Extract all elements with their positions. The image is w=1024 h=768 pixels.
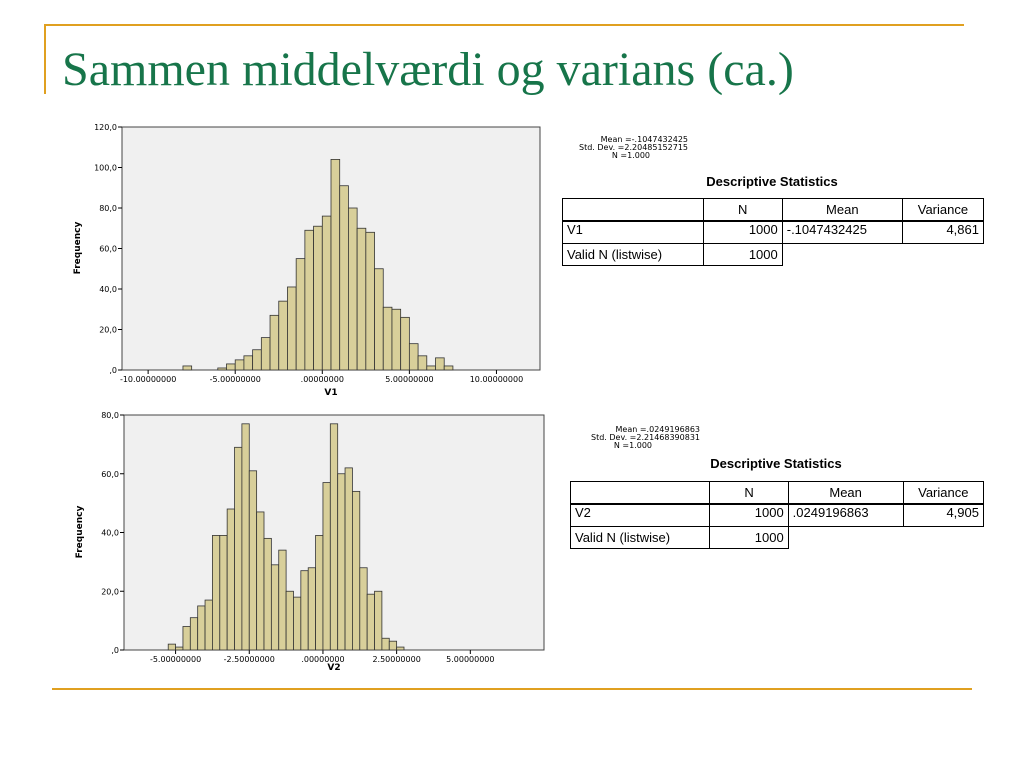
histogram-bar	[389, 641, 396, 650]
histogram-bar	[183, 627, 190, 651]
table-row	[563, 221, 984, 244]
row-label: V2	[571, 504, 710, 527]
histogram-bar	[331, 159, 340, 370]
header-empty	[571, 482, 710, 505]
histogram-bar	[301, 571, 308, 650]
y-axis-label: Frequency	[73, 221, 83, 275]
row-label: Valid N (listwise)	[563, 244, 704, 266]
histogram-bar	[212, 535, 219, 650]
histogram-bar	[382, 638, 389, 650]
x-tick-label: 5.00000000	[385, 375, 434, 384]
histogram-bar	[279, 301, 288, 370]
y-tick-label: 20,0	[99, 325, 117, 335]
histogram-bar	[244, 356, 253, 370]
histogram-bar	[397, 647, 404, 650]
y-tick-label: 60,0	[99, 244, 117, 254]
histogram-bar	[366, 232, 375, 370]
x-tick-label: -10.00000000	[119, 375, 177, 384]
histogram-bar	[316, 535, 323, 650]
row-variance-empty	[902, 244, 983, 266]
x-axis-label: V1	[324, 388, 338, 398]
histogram-bar	[286, 591, 293, 650]
histogram-bar	[261, 338, 270, 370]
row-label: Valid N (listwise)	[571, 527, 710, 549]
x-axis-label: V2	[327, 663, 341, 673]
histogram-bar	[352, 491, 359, 650]
y-tick-label: ,0	[109, 366, 117, 375]
table-row	[563, 244, 984, 266]
histogram-bar	[190, 618, 197, 650]
stats-std-dev: Std. Dev. =2.20485152715	[579, 143, 688, 152]
row-n: 1000	[703, 244, 782, 266]
row-n: 1000	[710, 504, 788, 527]
histogram-bar	[305, 230, 314, 370]
histogram-bar	[314, 226, 323, 370]
y-tick-label: 120,0	[94, 123, 117, 132]
histogram-v1	[73, 123, 540, 398]
row-variance-empty	[903, 527, 983, 549]
x-tick-label: 5.00000000	[446, 655, 495, 664]
histogram-bar	[257, 512, 264, 650]
histogram-bar	[375, 269, 384, 370]
x-tick-label: -5.00000000	[209, 375, 261, 384]
x-tick-label: 2.50000000	[372, 655, 421, 664]
y-tick-label: 40,0	[99, 285, 117, 294]
histogram-bar	[330, 424, 337, 650]
slide-title: Sammen middelværdi og varians (ca.)	[62, 43, 794, 96]
row-variance: 4,905	[903, 504, 983, 527]
y-axis-label: Frequency	[75, 505, 85, 559]
histogram-bar	[340, 186, 349, 370]
histogram-bar	[401, 317, 410, 370]
table-row	[571, 527, 984, 549]
histogram-bar	[176, 647, 183, 650]
stats-n: N =1.000	[611, 151, 650, 160]
histogram-v2	[75, 411, 544, 673]
table-header-row	[571, 482, 984, 505]
histogram-bar	[218, 368, 227, 370]
histogram-bar	[235, 447, 242, 650]
histogram-bar	[436, 358, 445, 370]
histogram-bar	[264, 538, 271, 650]
y-tick-label: 60,0	[101, 469, 119, 479]
header-variance: Variance	[902, 199, 983, 222]
row-mean: .0249196863	[788, 504, 903, 527]
histogram-bar	[322, 216, 331, 370]
histogram-bar	[270, 315, 279, 370]
histogram-bar	[296, 259, 305, 370]
histogram-bar	[345, 468, 352, 650]
histogram-bar	[287, 287, 296, 370]
histogram-bar	[271, 565, 278, 650]
descriptive-stats-table-v2	[570, 481, 984, 549]
x-tick-label: -2.50000000	[223, 655, 275, 664]
histogram-bar	[418, 356, 427, 370]
stats-box-v1	[560, 136, 688, 160]
histogram-bar	[249, 471, 256, 650]
table-header-row	[563, 199, 984, 222]
stats-mean: Mean =-.1047432425	[600, 135, 688, 144]
stats-mean: Mean =.0249196863	[615, 425, 700, 434]
x-tick-label: .00000000	[301, 655, 345, 664]
histogram-bar	[357, 228, 366, 370]
histogram-bar	[220, 535, 227, 650]
histogram-bar	[444, 366, 453, 370]
histogram-bar	[338, 474, 345, 650]
histogram-bar	[227, 509, 234, 650]
histogram-bar	[168, 644, 175, 650]
header-mean: Mean	[782, 199, 902, 222]
histogram-bar	[183, 366, 192, 370]
histogram-bar	[427, 366, 436, 370]
y-tick-label: 20,0	[101, 587, 119, 597]
header-mean: Mean	[788, 482, 903, 505]
table-row	[571, 504, 984, 527]
row-mean-empty	[782, 244, 902, 266]
descriptive-stats-table-v1	[562, 198, 984, 266]
histogram-bar	[253, 350, 262, 370]
row-mean-empty	[788, 527, 903, 549]
x-tick-label: -5.00000000	[149, 655, 202, 664]
row-n: 1000	[703, 221, 782, 244]
header-empty	[563, 199, 704, 222]
y-tick-label: 80,0	[101, 411, 119, 420]
x-tick-label: .00000000	[300, 375, 344, 384]
stats-std-dev: Std. Dev. =2.21468390831	[591, 433, 700, 442]
y-tick-label: 100,0	[94, 163, 117, 173]
y-tick-label: ,0	[111, 646, 119, 655]
histogram-bar	[360, 568, 367, 650]
histogram-bar	[392, 309, 401, 370]
row-variance: 4,861	[902, 221, 983, 244]
histogram-bar	[198, 606, 205, 650]
y-tick-label: 80,0	[99, 204, 117, 213]
histogram-bar	[242, 424, 249, 650]
histogram-bar	[383, 307, 392, 370]
histogram-bar	[279, 550, 286, 650]
row-label: V1	[563, 221, 704, 244]
x-tick-label: 10.00000000	[469, 375, 524, 384]
row-mean: -.1047432425	[782, 221, 902, 244]
y-tick-label: 40,0	[101, 528, 119, 538]
header-n: N	[703, 199, 782, 222]
histogram-bar	[227, 364, 236, 370]
histogram-bar	[308, 568, 315, 650]
row-n: 1000	[710, 527, 788, 549]
histogram-bar	[293, 597, 300, 650]
stats-n: N =1.000	[613, 441, 652, 450]
histogram-bar	[323, 483, 330, 650]
histogram-bar	[235, 360, 244, 370]
table-title-v1: Descriptive Statistics	[706, 174, 838, 189]
header-variance: Variance	[903, 482, 983, 505]
histogram-bar	[348, 208, 357, 370]
histogram-bar	[409, 344, 418, 370]
table-title-v2: Descriptive Statistics	[710, 456, 842, 471]
stats-box-v2	[550, 426, 700, 450]
histogram-bar	[367, 594, 374, 650]
header-n: N	[710, 482, 788, 505]
histogram-bar	[205, 600, 212, 650]
histogram-bar	[375, 591, 382, 650]
